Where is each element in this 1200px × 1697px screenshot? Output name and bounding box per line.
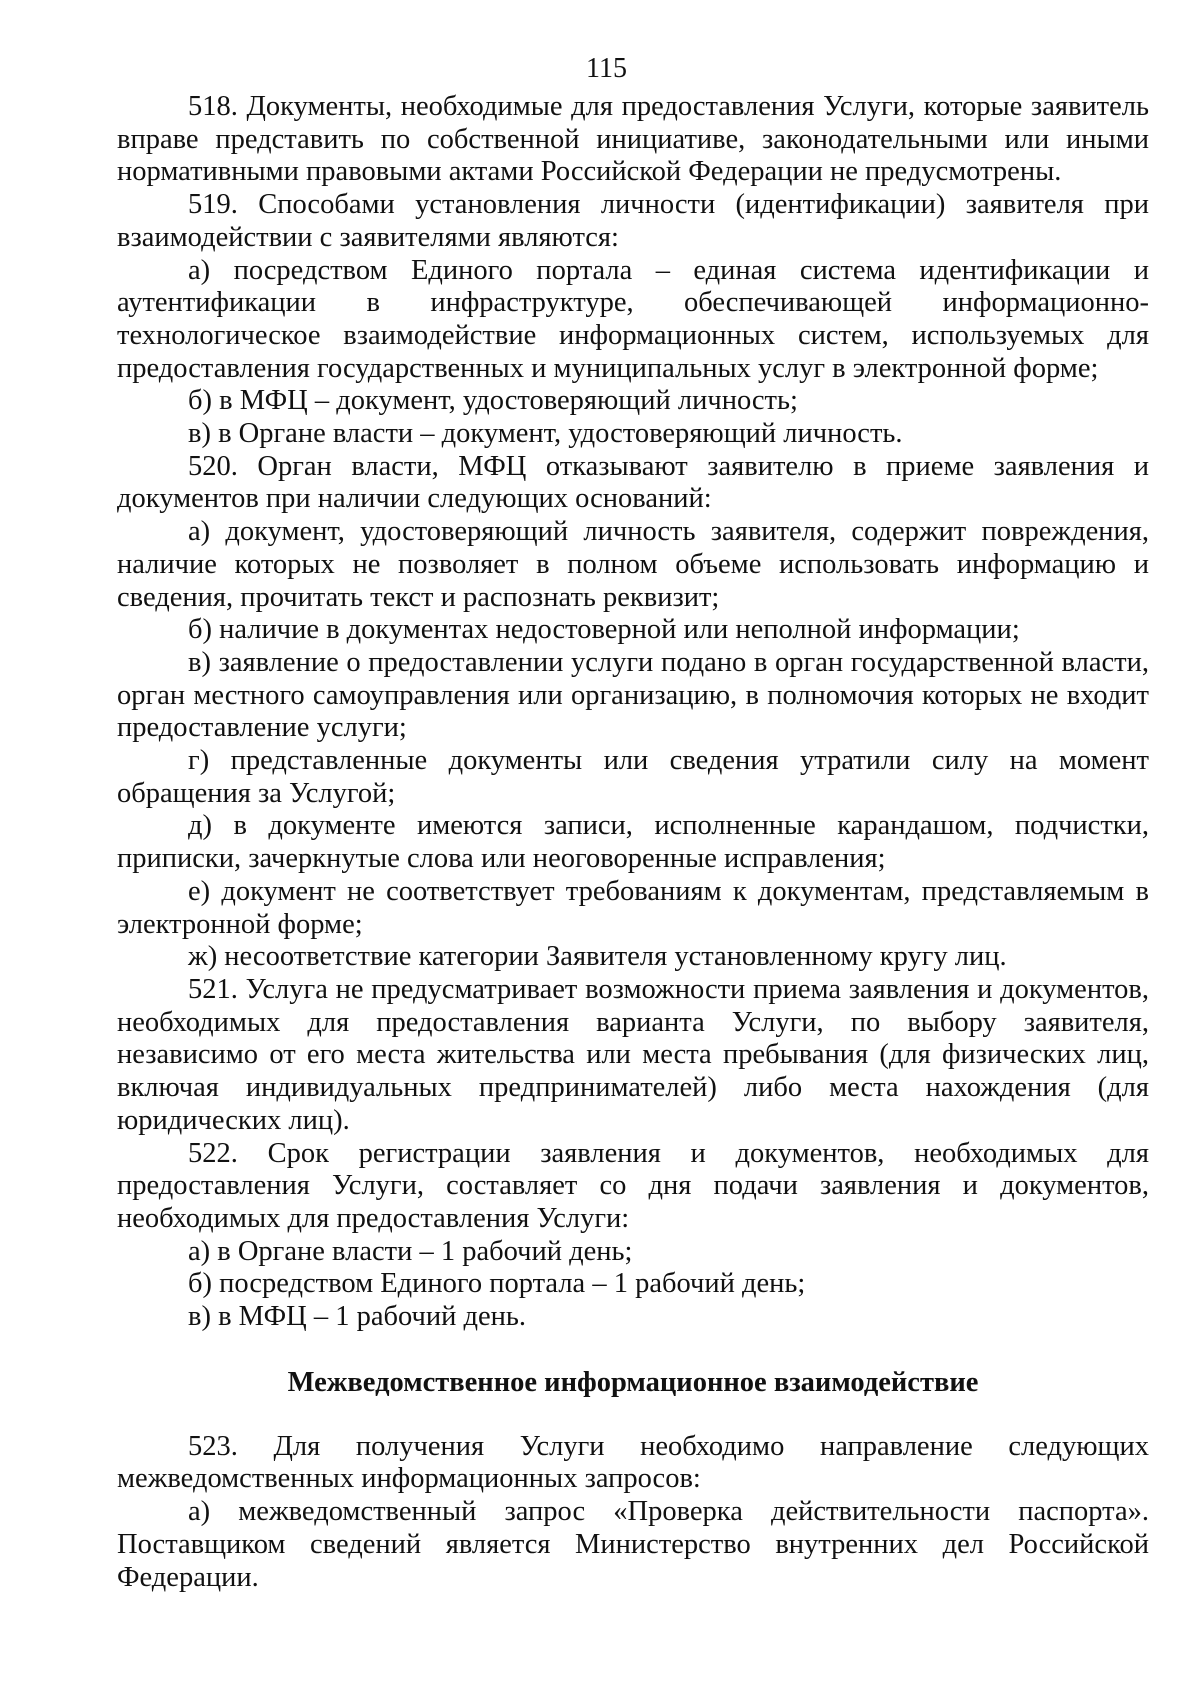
paragraph-521: 521. Услуга не предусматривает возможности приема заявления и документов, необходимых для предоставления варианта Услуги, по выбору заявителя, независимо от его места жительства или места пребывания (для физических лиц, включая индивидуальных предпринимателей) либо места нахождения (для юридических лиц). <box>117 973 1149 1136</box>
paragraph-522-c: в) в МФЦ – 1 рабочий день. <box>188 1301 526 1333</box>
paragraph-520-b: б) наличие в документах недостоверной или неполной информации; <box>188 614 1020 646</box>
section-heading: Межведомственное информационное взаимодействие <box>287 1366 979 1398</box>
paragraph-520-a: а) документ, удостоверяющий личность заявителя, содержит повреждения, наличие которых не позволяет в полном объеме использовать информацию и сведения, прочитать текст и распознать реквизит; <box>117 516 1149 613</box>
paragraph-519-a: а) посредством Единого портала – единая система идентификации и аутентификации в инфраструктуре, обеспечивающей информационно-технологическое взаимодействие информационных систем, используемых для предоставления государственных и муниципальных услуг в электронной форме; <box>117 254 1149 384</box>
paragraph-520: 520. Орган власти, МФЦ отказывают заявителю в приеме заявления и документов при наличии следующих оснований: <box>117 450 1149 515</box>
paragraph-522-b: б) посредством Единого портала – 1 рабочий день; <box>188 1268 806 1300</box>
paragraph-520-d: г) представленные документы или сведения утратили силу на момент обращения за Услугой; <box>117 745 1149 809</box>
paragraph-523-a: а) межведомственный запрос «Проверка действительности паспорта». Поставщиком сведений является Министерство внутренних дел Российской Федерации. <box>117 1496 1149 1593</box>
paragraph-520-f: е) документ не соответствует требованиям к документам, представляемым в электронной форме; <box>117 875 1149 940</box>
paragraph-519: 519. Способами установления личности (идентификации) заявителя при взаимодействии с заявителями являются: <box>117 189 1149 253</box>
paragraph-520-c: в) заявление о предоставлении услуги подано в орган государственной власти, орган местного самоуправления или организацию, в полномочия которых не входит предоставление услуги; <box>117 646 1149 744</box>
paragraph-519-b: б) в МФЦ – документ, удостоверяющий личность; <box>188 385 798 417</box>
paragraph-520-g: ж) несоответствие категории Заявителя установленному кругу лиц. <box>188 941 1007 973</box>
page-number-text: 115 <box>586 53 627 84</box>
document-body <box>117 91 1149 1594</box>
paragraph-523: 523. Для получения Услуги необходимо направление следующих межведомственных информационных запросов: <box>117 1430 1149 1495</box>
paragraph-518: 518. Документы, необходимые для предоставления Услуги, которые заявитель вправе представить по собственной инициативе, законодательными или иными нормативными правовыми актами Российской Федерации не предусмотрены. <box>117 91 1149 188</box>
paragraph-522-a: а) в Органе власти – 1 рабочий день; <box>188 1235 633 1267</box>
page-number <box>0 53 1200 85</box>
paragraph-522: 522. Срок регистрации заявления и документов, необходимых для предоставления Услуги, составляет со дня подачи заявления и документов, необходимых для предоставления Услуги: <box>117 1137 1149 1234</box>
paragraph-520-e: д) в документе имеются записи, исполненные карандашом, подчистки, приписки, зачеркнутые слова или неоговоренные исправления; <box>117 810 1149 875</box>
paragraph-519-c: в) в Органе власти – документ, удостоверяющий личность. <box>188 418 903 450</box>
